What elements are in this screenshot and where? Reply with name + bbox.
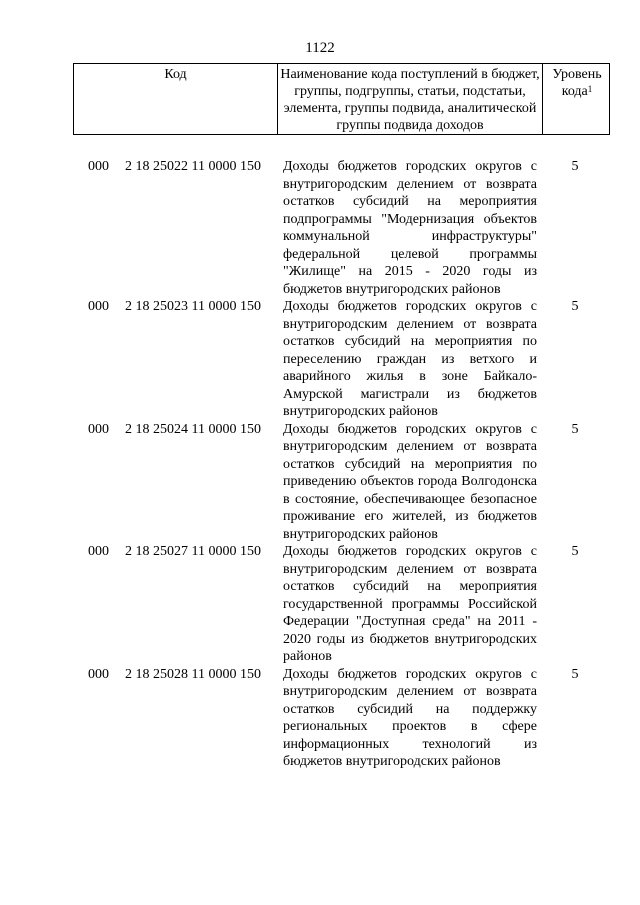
row-level: 5: [571, 666, 579, 682]
row-name: Доходы бюджетов городских округов с внутригородским делением от возврата остатков субсидий на поддержку региональных проектов в сфере информационных технологий из бюджетов внутригородских районов: [283, 666, 537, 769]
table-row: [0, 298, 640, 421]
row-name: Доходы бюджетов городских округов с внутригородским делением от возврата остатков субсидий на мероприятия по приведению объектов города Волгодонска в состояние, обеспечивающее безопасное проживание его жителей, из бюджетов внутригородских районов: [283, 421, 537, 542]
row-income-code: 2 18 25028 11 0000 150: [125, 666, 261, 682]
row-name: Доходы бюджетов городских округов с внутригородским делением от возврата остатков субсидий на мероприятия подпрограммы "Модернизация объектов коммунальной инфраструктуры" федеральной целевой программы "Жилище" на 2015 - 2020 годы из бюджетов внутригородских районов: [283, 159, 537, 297]
page-number: 1122: [305, 40, 335, 56]
table-row: [0, 158, 640, 298]
row-income-code: 2 18 25022 11 0000 150: [125, 159, 261, 174]
header-level-label: Уровень кода: [552, 67, 602, 99]
row-level: 5: [571, 544, 579, 559]
row-name: Доходы бюджетов городских округов с внутригородским делением от возврата остатков субсидий на мероприятия государственной программы Российской Федерации "Доступная среда" на 2011 - 2020 годы из бюджетов внутригородских районов: [283, 544, 537, 664]
table-header: [73, 63, 610, 135]
table-body: [0, 158, 640, 771]
row-admin-code: 000: [88, 159, 109, 174]
row-admin-code: 000: [88, 544, 109, 559]
table-row: [0, 666, 640, 771]
row-income-code: 2 18 25023 11 0000 150: [125, 299, 261, 314]
row-level: 5: [571, 299, 579, 314]
row-admin-code: 000: [88, 421, 109, 437]
row-income-code: 2 18 25027 11 0000 150: [125, 544, 261, 559]
row-level: 5: [571, 159, 579, 174]
header-level: [543, 64, 611, 100]
header-code: Код: [164, 67, 187, 82]
row-admin-code: 000: [88, 299, 109, 314]
row-level: 5: [571, 421, 579, 437]
row-income-code: 2 18 25024 11 0000 150: [125, 421, 261, 437]
table-row: [0, 543, 640, 666]
row-admin-code: 000: [88, 666, 109, 682]
header-name-wrap: [277, 64, 611, 134]
table-row: [0, 421, 640, 544]
header-name: Наименование кода поступлений в бюджет, группы, подгруппы, статьи, подстатьи, элемента, группы подвида, аналитической группы подвида доходов: [277, 64, 543, 134]
row-name: Доходы бюджетов городских округов с внутригородским делением от возврата остатков субсидий на мероприятия по переселению граждан из ветхого и аварийного жилья в зоне Байкало-Амурской магистрали из бюджетов внутригородских районов: [283, 299, 537, 419]
header-level-footnote: 1: [587, 84, 593, 94]
